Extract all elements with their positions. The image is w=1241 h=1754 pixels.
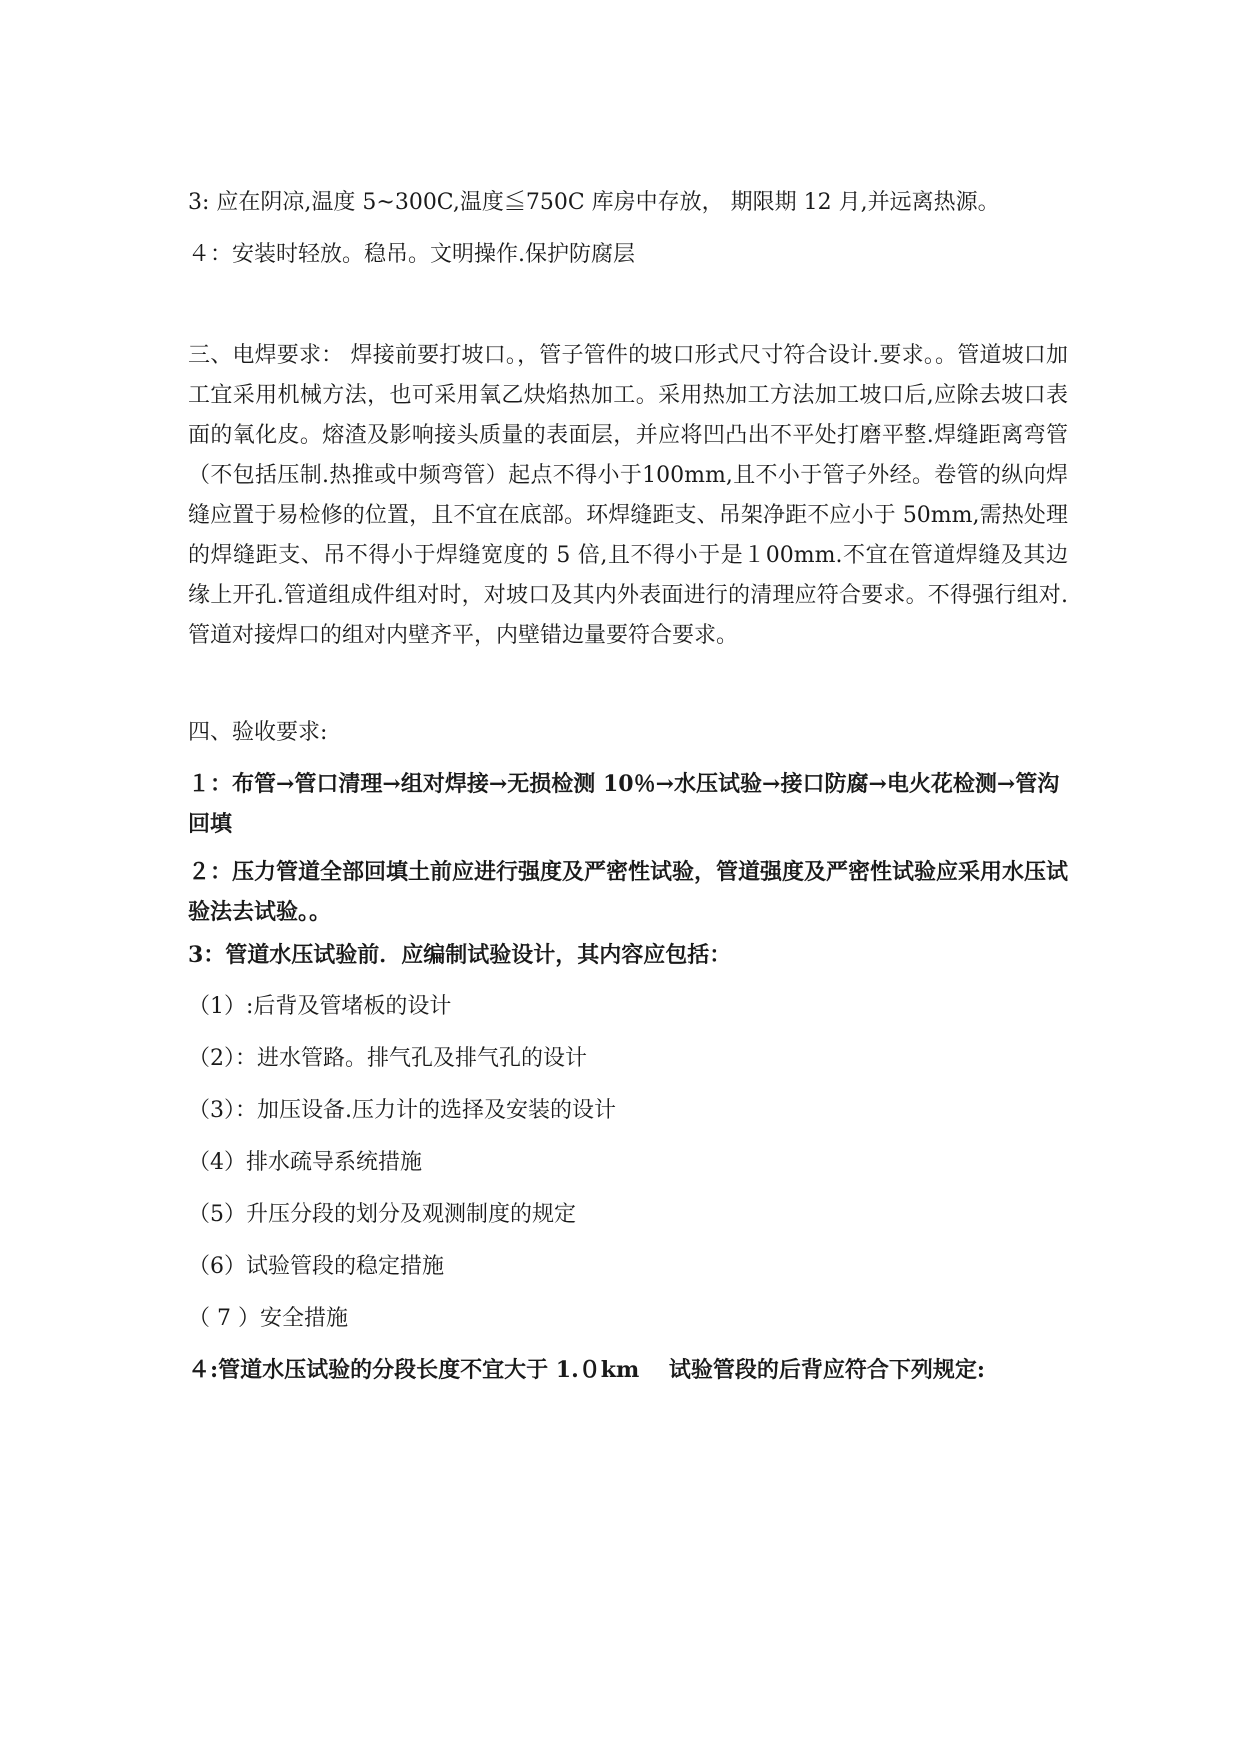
acceptance-item-3: 3：管道水压试验前．应编制试验设计，其内容应包括： (188, 942, 732, 968)
sub-item-6: （6）试验管段的稳定措施 (188, 1254, 444, 1279)
welding-requirements-paragraph: 三、电焊要求： 焊接前要打坡口。，管子管件的坡口形式尺寸符合设计.要求。。管道坡口加工宜采用机械方法，也可采用氧乙炔焰热加工。采用热加工方法加工坡口后,应除去坡口表面的氧化皮。熔渣及影响接头质量的表面层，并应将凹凸出不平处打磨平整.焊缝距离弯管（不包括压制.热推或中频弯管）起点不得小于100mm,且不小于管子外经。卷管的纵向焊缝应置于易检修的位置，且不宜在底部。环焊缝距支、吊架净距不应小于 50mm,需热处理的焊缝距支、吊不得小于焊缝宽度的 5 倍,且不得小于是１00mm.不宜在管道焊缝及其边缘上开孔.管道组成件组对时，对坡口及其内外表面进行的清理应符合要求。不得强行组对.管道对接焊口的组对内壁齐平，内壁错边量要符合要求。 (188, 343, 1068, 648)
install-requirement-line: ４：安装时轻放。稳吊。文明操作.保护防腐层 (188, 242, 635, 267)
acceptance-section-heading: 四、验收要求: (188, 720, 328, 745)
storage-requirement-line: 3: 应在阴凉,温度 5~300C,温度≦750C 库房中存放， 期限期 12 月,并远离热源。 (188, 190, 1000, 215)
sub-item-2: （2）：进水管路。排气孔及排气孔的设计 (188, 1046, 587, 1071)
acceptance-item-4: ４:管道水压试验的分段长度不宜大于 1.０km 试验管段的后背应符合下列规定: (188, 1357, 986, 1383)
sub-item-3: （3）：加压设备.压力计的选择及安装的设计 (188, 1098, 616, 1123)
sub-item-1: （1）:后背及管堵板的设计 (188, 994, 452, 1019)
sub-item-4: （4）排水疏导系统措施 (188, 1150, 422, 1175)
sub-item-7: （ 7 ）安全措施 (188, 1306, 348, 1331)
acceptance-item-1: １：布管→管口清理→组对焊接→无损检测 10％→水压试验→接口防腐→电火花检测→管沟回填 (188, 771, 1060, 837)
sub-item-5: （5）升压分段的划分及观测制度的规定 (188, 1202, 576, 1227)
acceptance-item-2: ２：压力管道全部回填土前应进行强度及严密性试验，管道强度及严密性试验应采用水压试验法去试验。。 (188, 859, 1069, 925)
